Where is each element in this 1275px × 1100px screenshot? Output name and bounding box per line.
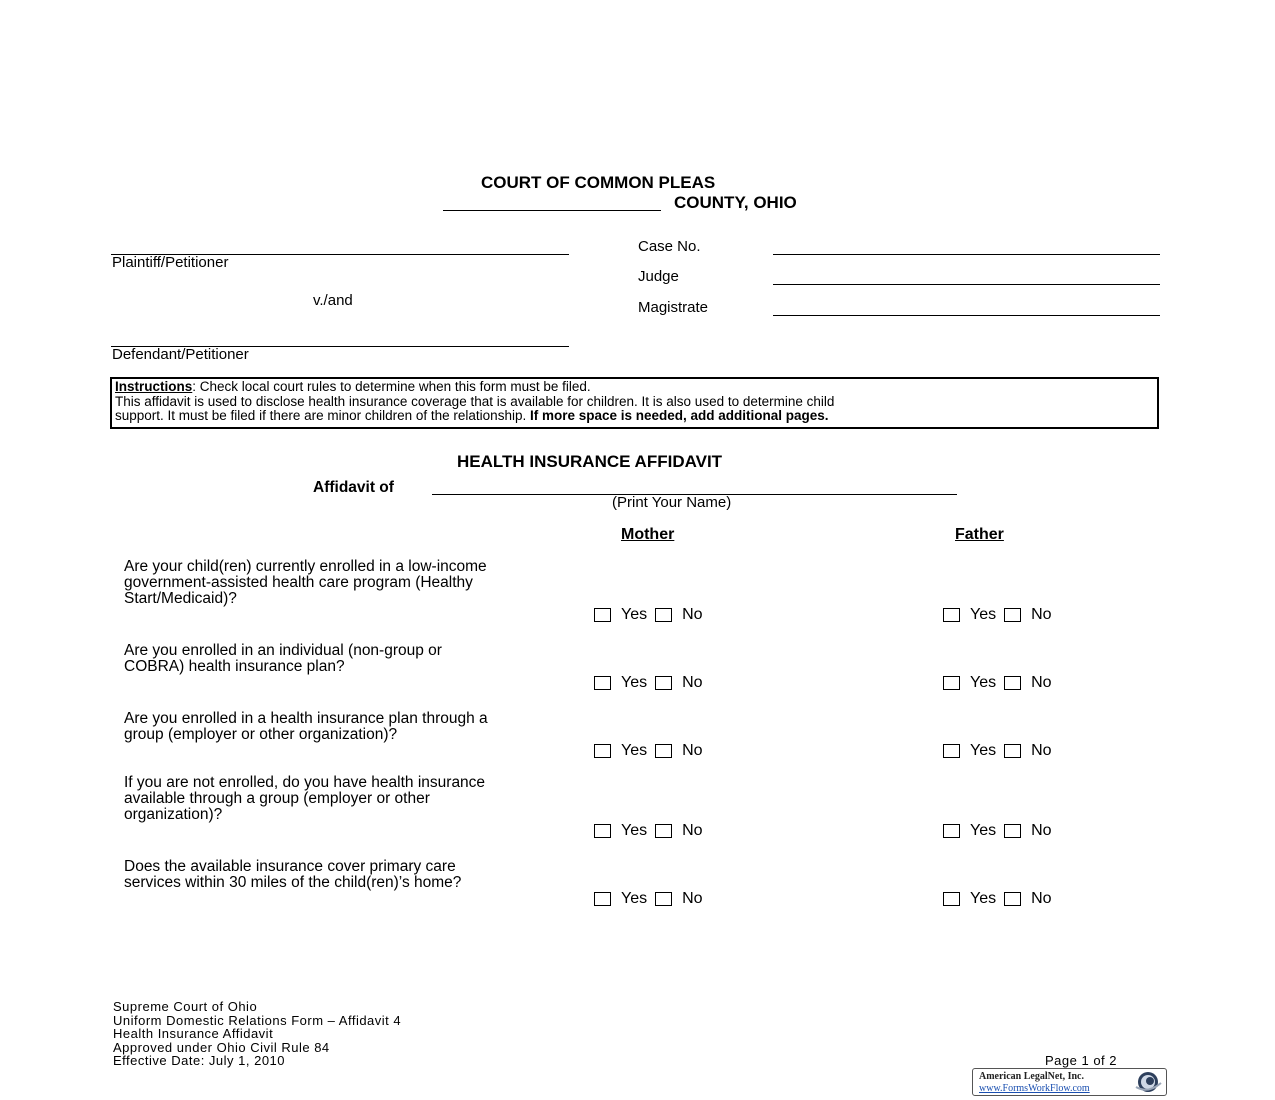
no-label: No bbox=[682, 890, 703, 907]
question-2: Are you enrolled in an individual (non-group or COBRA) health insurance plan? bbox=[124, 642, 442, 675]
q4-father-yes-checkbox[interactable] bbox=[943, 824, 960, 838]
form-footer bbox=[113, 1000, 401, 1068]
instructions-line3-bold: If more space is needed, add additional pages. bbox=[529, 408, 829, 423]
q1-mother-no-checkbox[interactable] bbox=[655, 608, 672, 622]
logo-company-name: American LegalNet, Inc. bbox=[979, 1071, 1084, 1082]
footer-line2: Uniform Domestic Relations Form – Affidavit 4 bbox=[113, 1012, 402, 1028]
no-label: No bbox=[682, 742, 703, 759]
no-label: No bbox=[1031, 606, 1052, 623]
instructions-line1: : Check local court rules to determine when this form must be filed. bbox=[192, 379, 591, 394]
q5-father-yes-checkbox[interactable] bbox=[943, 892, 960, 906]
question-3: Are you enrolled in a health insurance plan through a group (employer or other organization)? bbox=[124, 710, 488, 743]
q2-mother-options bbox=[594, 674, 703, 692]
yes-label: Yes bbox=[970, 890, 997, 907]
mother-heading: Mother bbox=[621, 526, 675, 543]
yes-label: Yes bbox=[970, 674, 997, 691]
q1-father-options bbox=[943, 606, 1052, 624]
county-label: COUNTY, OHIO bbox=[674, 193, 797, 212]
q5-mother-options bbox=[594, 890, 703, 908]
question-4: If you are not enrolled, do you have health insurance available through a group (employer or other organization)? bbox=[124, 774, 486, 823]
q1-mother-yes-checkbox[interactable] bbox=[594, 608, 611, 622]
no-label: No bbox=[1031, 890, 1052, 907]
no-label: No bbox=[1031, 742, 1052, 759]
q1-father-yes-checkbox[interactable] bbox=[943, 608, 960, 622]
no-label: No bbox=[1031, 674, 1052, 691]
no-label: No bbox=[682, 606, 703, 623]
q2-father-no-checkbox[interactable] bbox=[1004, 676, 1021, 690]
question-1: Are your child(ren) currently enrolled in a low-income government-assisted health care program (Healthy Start/Medicaid)? bbox=[124, 558, 487, 607]
no-label: No bbox=[682, 822, 703, 839]
q1-mother-options bbox=[594, 606, 703, 624]
magistrate-field[interactable] bbox=[773, 315, 1160, 316]
logo-url[interactable]: www.FormsWorkFlow.com bbox=[979, 1083, 1090, 1094]
q2-father-options bbox=[943, 674, 1052, 692]
no-label: No bbox=[682, 674, 703, 691]
q5-father-no-checkbox[interactable] bbox=[1004, 892, 1021, 906]
yes-label: Yes bbox=[621, 890, 648, 907]
judge-field[interactable] bbox=[773, 284, 1160, 285]
no-label: No bbox=[1031, 822, 1052, 839]
yes-label: Yes bbox=[970, 742, 997, 759]
affidavit-of-label: Affidavit of bbox=[313, 479, 394, 496]
yes-label: Yes bbox=[621, 822, 648, 839]
plaintiff-label: Plaintiff/Petitioner bbox=[112, 254, 229, 271]
q5-father-options bbox=[943, 890, 1052, 908]
instructions-line2: This affidavit is used to disclose health insurance coverage that is available for children. It is also used to determine child bbox=[115, 393, 835, 409]
q3-mother-yes-checkbox[interactable] bbox=[594, 744, 611, 758]
american-legalnet-logo[interactable] bbox=[972, 1068, 1167, 1096]
versus-label: v./and bbox=[313, 292, 353, 309]
footer-line3: Health Insurance Affidavit bbox=[113, 1026, 274, 1041]
footer-line5: Effective Date: July 1, 2010 bbox=[113, 1053, 286, 1068]
father-heading: Father bbox=[955, 526, 1004, 543]
instructions-heading: Instructions bbox=[115, 379, 193, 394]
q3-father-no-checkbox[interactable] bbox=[1004, 744, 1021, 758]
q3-father-options bbox=[943, 742, 1052, 760]
court-title: COURT OF COMMON PLEAS bbox=[481, 173, 716, 192]
page-number: Page 1 of 2 bbox=[1045, 1053, 1117, 1068]
defendant-label: Defendant/Petitioner bbox=[112, 346, 249, 363]
q2-mother-yes-checkbox[interactable] bbox=[594, 676, 611, 690]
q2-father-yes-checkbox[interactable] bbox=[943, 676, 960, 690]
q5-mother-yes-checkbox[interactable] bbox=[594, 892, 611, 906]
question-5: Does the available insurance cover primary care services within 30 miles of the child(ren)’s home? bbox=[124, 858, 462, 891]
q4-father-no-checkbox[interactable] bbox=[1004, 824, 1021, 838]
instructions-box bbox=[110, 377, 1159, 429]
print-name-hint: (Print Your Name) bbox=[612, 494, 732, 511]
judge-label: Judge bbox=[638, 268, 679, 285]
form-title: HEALTH INSURANCE AFFIDAVIT bbox=[457, 452, 723, 471]
q3-mother-no-checkbox[interactable] bbox=[655, 744, 672, 758]
q2-mother-no-checkbox[interactable] bbox=[655, 676, 672, 690]
q5-mother-no-checkbox[interactable] bbox=[655, 892, 672, 906]
yes-label: Yes bbox=[970, 606, 997, 623]
yes-label: Yes bbox=[621, 606, 648, 623]
q4-mother-no-checkbox[interactable] bbox=[655, 824, 672, 838]
q4-father-options bbox=[943, 822, 1052, 840]
q3-mother-options bbox=[594, 742, 703, 760]
footer-line1: Supreme Court of Ohio bbox=[113, 999, 258, 1014]
yes-label: Yes bbox=[621, 742, 648, 759]
instructions-line3: support. It must be filed if there are minor children of the relationship. bbox=[115, 408, 530, 423]
magistrate-label: Magistrate bbox=[638, 299, 709, 316]
q3-father-yes-checkbox[interactable] bbox=[943, 744, 960, 758]
q4-mother-yes-checkbox[interactable] bbox=[594, 824, 611, 838]
case-no-label: Case No. bbox=[638, 238, 701, 255]
globe-icon bbox=[1131, 1070, 1165, 1094]
county-name-field[interactable] bbox=[443, 210, 661, 211]
yes-label: Yes bbox=[970, 822, 997, 839]
q1-father-no-checkbox[interactable] bbox=[1004, 608, 1021, 622]
yes-label: Yes bbox=[621, 674, 648, 691]
q4-mother-options bbox=[594, 822, 703, 840]
footer-line4: Approved under Ohio Civil Rule 84 bbox=[113, 1039, 330, 1055]
case-no-field[interactable] bbox=[773, 254, 1160, 255]
